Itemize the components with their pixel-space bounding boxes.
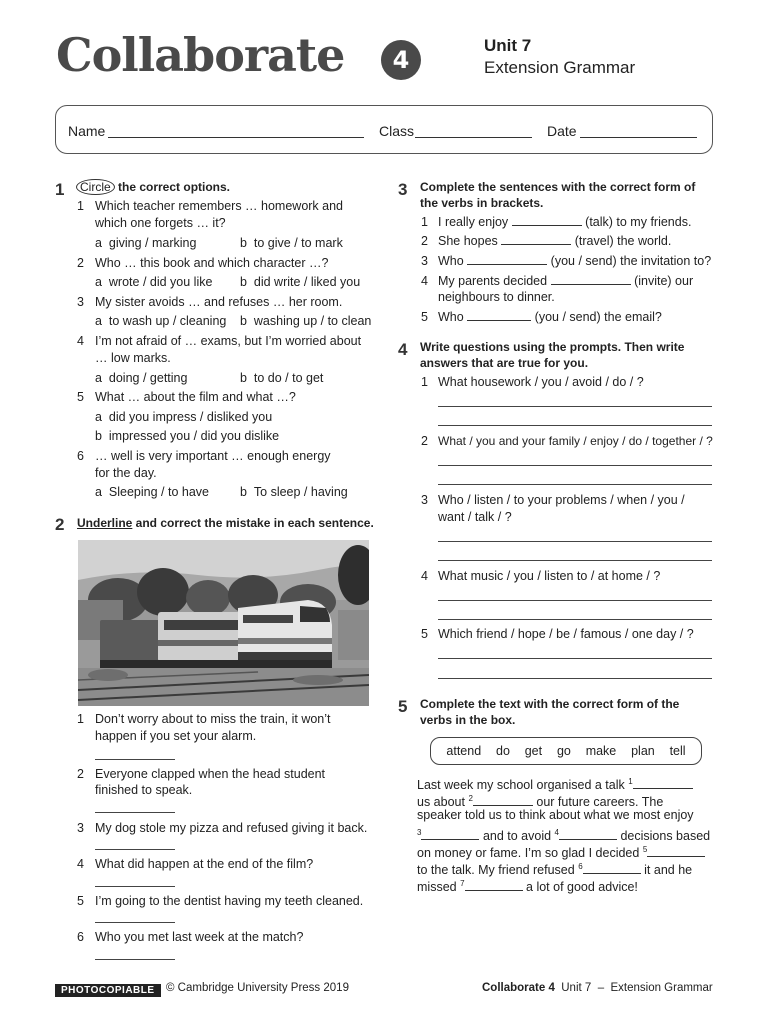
ex1-item-question: I’m not afraid of … exams, but I’m worried about <box>95 334 362 348</box>
ex1-item-number: 3 <box>77 295 84 309</box>
ex1-item-question-cont: which one forgets … it? <box>95 216 226 230</box>
ex2-item-sentence-cont: happen if you set your alarm. <box>95 729 257 743</box>
ex5-blank[interactable] <box>633 777 693 789</box>
word-box-item: make <box>585 744 617 758</box>
ex3-blank[interactable] <box>467 253 547 265</box>
ex5-text-line: $^3$ and to avoid $^4$ decisions based <box>417 828 711 844</box>
ex2-answer-line[interactable] <box>95 812 175 813</box>
ex2-answer-line[interactable] <box>95 959 175 960</box>
ex5-blank[interactable] <box>465 879 523 891</box>
exercise-5-instruction: Complete the text with the correct form of the <box>420 697 680 711</box>
ex3-item-number: 1 <box>421 215 428 229</box>
ex4-answer-line[interactable] <box>438 600 712 601</box>
ex1-item-number: 1 <box>77 199 84 213</box>
exercise-3-number: 3 <box>398 180 408 199</box>
ex1-item-question: … well is very important … enough energy <box>95 449 331 463</box>
ex2-answer-line[interactable] <box>95 922 175 923</box>
ex3-item-number: 3 <box>421 254 428 268</box>
ex1-option-a[interactable]: a doing / getting <box>95 371 188 385</box>
ex4-item-prompt: What housework / you / avoid / do / ? <box>438 375 644 389</box>
ex1-item-question: Who … this book and which character …? <box>95 256 329 270</box>
ex5-text-line: Last week my school organised a talk $^1$ <box>417 773 693 794</box>
exercise-4-instruction-cont: answers that are true for you. <box>420 356 589 370</box>
ex1-item-number: 6 <box>77 449 84 463</box>
ex4-item-prompt: What / you and your family / enjoy / do / together / ? <box>438 434 713 448</box>
ex4-answer-line[interactable] <box>438 541 712 542</box>
ex1-option-b[interactable]: b to do / to get <box>240 371 324 385</box>
train-photo <box>78 540 369 706</box>
ex4-item-number: 1 <box>421 375 428 389</box>
class-field[interactable] <box>415 124 532 138</box>
ex4-item-number: 4 <box>421 569 428 583</box>
ex4-item-number: 3 <box>421 493 428 507</box>
ex1-item-question: Which teacher remembers … homework and <box>95 199 344 213</box>
ex1-option-a[interactable]: a Sleeping / to have <box>95 485 209 499</box>
ex2-answer-line[interactable] <box>95 886 175 887</box>
ex1-option-b[interactable]: b washing up / to clean <box>240 314 372 328</box>
ex2-item-number: 2 <box>77 767 84 781</box>
unit-title: Unit 7 <box>484 36 532 55</box>
copyright-text: © Cambridge University Press 2019 <box>166 982 349 994</box>
ex5-blank[interactable] <box>559 828 617 840</box>
exercise-5-number: 5 <box>398 697 408 716</box>
ex5-text-line: on money or fame. I’m so glad I decided $^5$ <box>417 841 705 862</box>
ex1-item-question: What … about the film and what …? <box>95 390 296 404</box>
instruction-text: the correct options. <box>114 180 231 194</box>
word-box-item: plan <box>631 744 655 758</box>
ex1-item-number: 4 <box>77 334 84 348</box>
train-photo-image <box>78 540 369 706</box>
ex5-text-line: us about $^2$ our future careers. The <box>417 794 664 810</box>
ex3-blank[interactable] <box>512 214 582 226</box>
date-field[interactable] <box>580 124 697 138</box>
ex1-item-question-cont: for the day. <box>95 466 157 480</box>
ex2-item-sentence: My dog stole my pizza and refused giving it back. <box>95 821 368 835</box>
ex1-option-b[interactable]: b impressed you / did you dislike <box>95 429 280 443</box>
exercise-1-instruction <box>76 179 230 195</box>
word-box-item: tell <box>669 744 686 758</box>
unit-subtitle: Extension Grammar <box>484 58 636 77</box>
class-label: Class <box>379 123 415 139</box>
ex1-option-a[interactable]: a wrote / did you like <box>95 275 213 289</box>
ex2-item-sentence: Everyone clapped when the head student <box>95 767 326 781</box>
ex1-item-question-cont: … low marks. <box>95 351 171 365</box>
ex3-item: I really enjoy (talk) to my friends. <box>438 215 692 229</box>
ex2-item-number: 6 <box>77 930 84 944</box>
exercise-2-number: 2 <box>55 515 65 534</box>
ex2-answer-line[interactable] <box>95 849 175 850</box>
ex2-item-number: 3 <box>77 821 84 835</box>
ex1-item-number: 2 <box>77 256 84 270</box>
word-box-item: do <box>496 744 510 758</box>
underline-keyword: Underline <box>77 516 133 530</box>
exercise-4-instruction: Write questions using the prompts. Then write <box>420 340 685 354</box>
ex1-option-b[interactable]: b To sleep / having <box>240 485 348 499</box>
ex4-answer-line[interactable] <box>438 484 712 485</box>
ex3-blank[interactable] <box>467 309 531 321</box>
ex3-blank[interactable] <box>501 233 571 245</box>
word-box-item: go <box>556 744 571 758</box>
instruction-text: and correct the mistake in each sentence. <box>132 516 374 530</box>
ex3-item-number: 2 <box>421 234 428 248</box>
ex2-item-sentence: I’m going to the dentist having my teeth cleaned. <box>95 894 364 908</box>
ex5-blank[interactable] <box>421 828 479 840</box>
ex2-answer-line[interactable] <box>95 759 175 760</box>
ex4-item-number: 2 <box>421 434 428 448</box>
ex2-item-sentence-cont: finished to speak. <box>95 783 193 797</box>
name-label: Name <box>68 123 106 139</box>
ex4-item-prompt: What music / you / listen to / at home / ? <box>438 569 661 583</box>
ex1-option-b[interactable]: b to give / to mark <box>240 236 343 250</box>
ex3-blank[interactable] <box>551 273 631 285</box>
ex1-option-a[interactable]: a giving / marking <box>95 236 197 250</box>
ex2-item-sentence: What did happen at the end of the film? <box>95 857 314 871</box>
ex3-item: Who (you / send) the invitation to? <box>438 254 712 268</box>
name-field[interactable] <box>108 124 364 138</box>
ex5-text-line: missed $^7$ a lot of good advice! <box>417 879 638 895</box>
word-box-item: attend <box>446 744 482 758</box>
exercise-3-instruction: Complete the sentences with the correct form of <box>420 180 696 194</box>
ex1-option-a[interactable]: a did you impress / disliked you <box>95 410 273 424</box>
ex3-item: Who (you / send) the email? <box>438 310 662 324</box>
ex4-answer-line[interactable] <box>438 406 712 407</box>
exercise-2-instruction <box>77 515 374 531</box>
ex5-blank[interactable] <box>473 794 533 806</box>
collaborate-logo: Collaborate <box>56 28 345 82</box>
exercise-3-instruction-cont: the verbs in brackets. <box>420 196 544 210</box>
ex4-answer-line[interactable] <box>438 678 712 679</box>
ex4-answer-line[interactable] <box>438 658 712 659</box>
exercise-4-number: 4 <box>398 340 408 359</box>
ex4-item-prompt: Who / listen / to your problems / when / you / <box>438 493 685 507</box>
ex4-answer-line[interactable] <box>438 425 712 426</box>
word-box-item: get <box>524 744 543 758</box>
footer-series: Collaborate 4 Unit 7 – Extension Grammar <box>482 982 713 994</box>
ex1-option-a[interactable]: a to wash up / cleaning <box>95 314 227 328</box>
ex2-item-sentence: Don’t worry about to miss the train, it won’t <box>95 712 331 726</box>
ex3-item: My parents decided (invite) our <box>438 274 694 288</box>
ex2-item-sentence: Who you met last week at the match? <box>95 930 304 944</box>
ex1-option-b[interactable]: b did write / liked you <box>240 275 361 289</box>
ex4-item-prompt: Which friend / hope / be / famous / one day / ? <box>438 627 694 641</box>
ex5-blank[interactable] <box>647 845 705 857</box>
photocopiable-badge: PHOTOCOPIABLE <box>55 984 161 997</box>
ex5-text-line: speaker told us to think about what we most enjoy <box>417 808 694 822</box>
exercise-1-number: 1 <box>55 180 65 199</box>
ex3-item-number: 4 <box>421 274 428 288</box>
ex4-item-prompt-cont: want / talk / ? <box>438 510 512 524</box>
ex1-item-number: 5 <box>77 390 84 404</box>
ex4-answer-line[interactable] <box>438 619 712 620</box>
ex5-blank[interactable] <box>583 862 641 874</box>
ex3-item: She hopes (travel) the world. <box>438 234 672 248</box>
ex4-answer-line[interactable] <box>438 560 712 561</box>
ex1-item-question: My sister avoids … and refuses … her room. <box>95 295 343 309</box>
circle-keyword: Circle <box>76 179 115 195</box>
ex2-item-number: 4 <box>77 857 84 871</box>
word-box <box>430 737 702 765</box>
date-label: Date <box>547 123 577 139</box>
ex4-item-number: 5 <box>421 627 428 641</box>
ex5-text-line: to the talk. My friend refused $^6$ it and he <box>417 862 693 878</box>
level-badge: 4 <box>381 40 421 80</box>
ex2-item-number: 5 <box>77 894 84 908</box>
ex4-answer-line[interactable] <box>438 465 712 466</box>
exercise-5-instruction-cont: verbs in the box. <box>420 713 516 727</box>
ex3-item-number: 5 <box>421 310 428 324</box>
ex3-item-cont: neighbours to dinner. <box>438 290 555 304</box>
ex2-item-number: 1 <box>77 712 84 726</box>
